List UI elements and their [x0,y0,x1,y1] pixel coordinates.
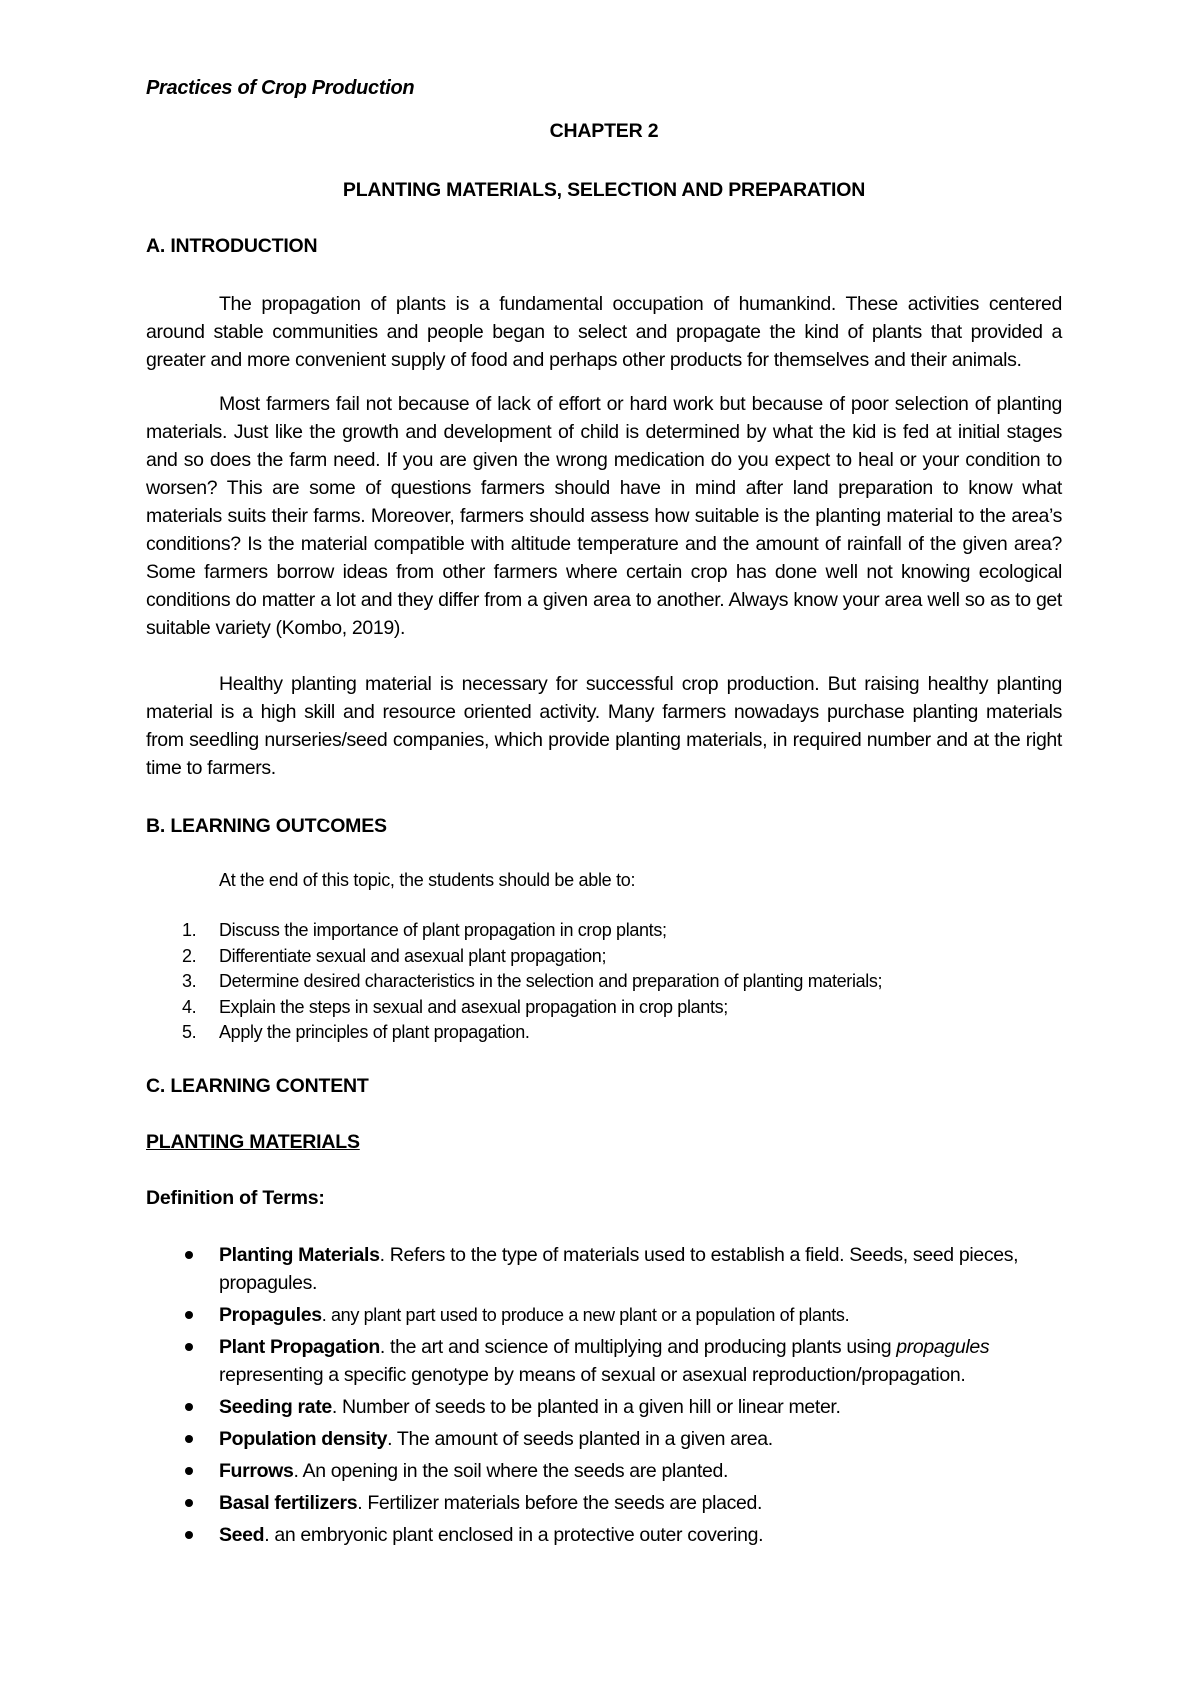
term-name: Propagules [219,1304,322,1326]
list-item-text: Differentiate sexual and asexual plant propagation; [219,945,607,966]
list-number: 4. [182,996,197,1017]
list-number: 5. [182,1022,197,1042]
introduction-paragraph: Healthy planting material is necessary for successful crop production. But raising healthy planting material is a high skill and resource oriented activity. Many farmers nowadays purchase planting materials from seedling nurseries/seed companies, which provide planting materials, in required number and at the right time to farmers. [146,673,1062,779]
bullet-icon [185,1531,193,1539]
term-name: Population density [219,1428,388,1450]
list-number: 1. [182,920,197,940]
term-definition-part: . the art and science of multiplying and producing plants using [379,1336,897,1358]
definitions-heading: Definition of Terms: [146,1187,325,1209]
term-name: Seed [219,1524,265,1546]
list-item [146,1393,1062,1421]
chapter-label: CHAPTER 2 [549,120,659,142]
bullet-icon [185,1311,193,1319]
list-item [146,1521,1062,1549]
bullet-icon [185,1467,193,1475]
term-definition: . An opening in the soil where the seeds are planted. [293,1460,729,1482]
term-name: Furrows [219,1460,294,1482]
term-definition: . Number of seeds to be planted in a given hill or linear meter. [331,1396,841,1418]
term-definition-part: representing a specific genotype by means of sexual or asexual reproduction/propagation. [219,1364,966,1386]
planting-materials-subheading: PLANTING MATERIALS [146,1131,360,1153]
bullet-icon [185,1403,193,1411]
list-item [146,918,882,944]
learning-content-heading: C. LEARNING CONTENT [146,1075,369,1097]
list-item-text: Apply the principles of plant propagation. [219,1022,530,1042]
list-item [146,1333,1062,1389]
list-item [146,1020,882,1046]
list-item [146,1241,1062,1297]
learning-outcomes-heading: B. LEARNING OUTCOMES [146,815,387,837]
learning-outcomes-list [146,918,882,1046]
term-name: Seeding rate [219,1396,332,1418]
term-definition: . any plant part used to produce a new plant or a population of plants. [321,1305,850,1325]
list-item-text: Explain the steps in sexual and asexual propagation in crop plants; [219,996,728,1017]
list-item [146,1489,1062,1517]
term-definition: . Fertilizer materials before the seeds are placed. [357,1492,763,1514]
chapter-title: PLANTING MATERIALS, SELECTION AND PREPARATION [342,179,866,201]
list-number: 3. [182,971,197,991]
list-item [146,995,882,1021]
definitions-list [146,1241,1062,1553]
bullet-icon [185,1435,193,1443]
list-item [146,1425,1062,1453]
term-name: Planting Materials [219,1244,380,1266]
term-name: Basal fertilizers [219,1492,358,1514]
term-name: Plant Propagation [219,1336,380,1358]
bullet-icon [185,1343,193,1351]
list-item [146,1301,1062,1329]
list-item [146,944,882,970]
list-item [146,969,882,995]
list-number: 2. [182,945,197,966]
term-definition: . an embryonic plant enclosed in a protective outer covering. [264,1524,764,1546]
running-header: Practices of Crop Production [146,77,415,99]
learning-outcomes-intro: At the end of this topic, the students should be able to: [219,870,636,890]
document-page [146,0,1062,1696]
introduction-heading: A. INTRODUCTION [146,235,318,257]
list-item-text: Discuss the importance of plant propagation in crop plants; [219,920,667,940]
term-definition: . Refers to the type of materials used to establish a field. Seeds, seed pieces, propagules. [219,1244,1019,1294]
introduction-paragraph: The propagation of plants is a fundamental occupation of humankind. These activities centered around stable communities and people began to select and propagate the kind of plants that provided a greater and more convenient supply of food and perhaps other products for themselves and their animals. [146,293,1062,371]
list-item [146,1457,1062,1485]
bullet-icon [185,1251,193,1259]
term-definition: . The amount of seeds planted in a given area. [387,1428,773,1450]
bullet-icon [185,1499,193,1507]
list-item-text: Determine desired characteristics in the selection and preparation of planting materials; [219,971,883,991]
term-definition-italic: propagules [896,1336,990,1358]
introduction-paragraph: Most farmers fail not because of lack of effort or hard work but because of poor selection of planting materials. Just like the growth and development of child is determined by what the kid is fed at initial stages and so does the farm need. If you are given the wrong medication do you expect to heal or your condition to worsen? This are some of questions farmers should have in mind after land preparation to know what materials suits their farms. Moreover, farmers should assess how suitable is the planting material to the area’s conditions? Is the material compatible with altitude temperature and the amount of rainfall of the given area? Some farmers borrow ideas from other farmers where certain crop has done well not knowing ecological conditions do matter a lot and they differ from a given area to another. Always know your area well so as to get suitable variety (Kombo, 2019). [146,393,1062,639]
